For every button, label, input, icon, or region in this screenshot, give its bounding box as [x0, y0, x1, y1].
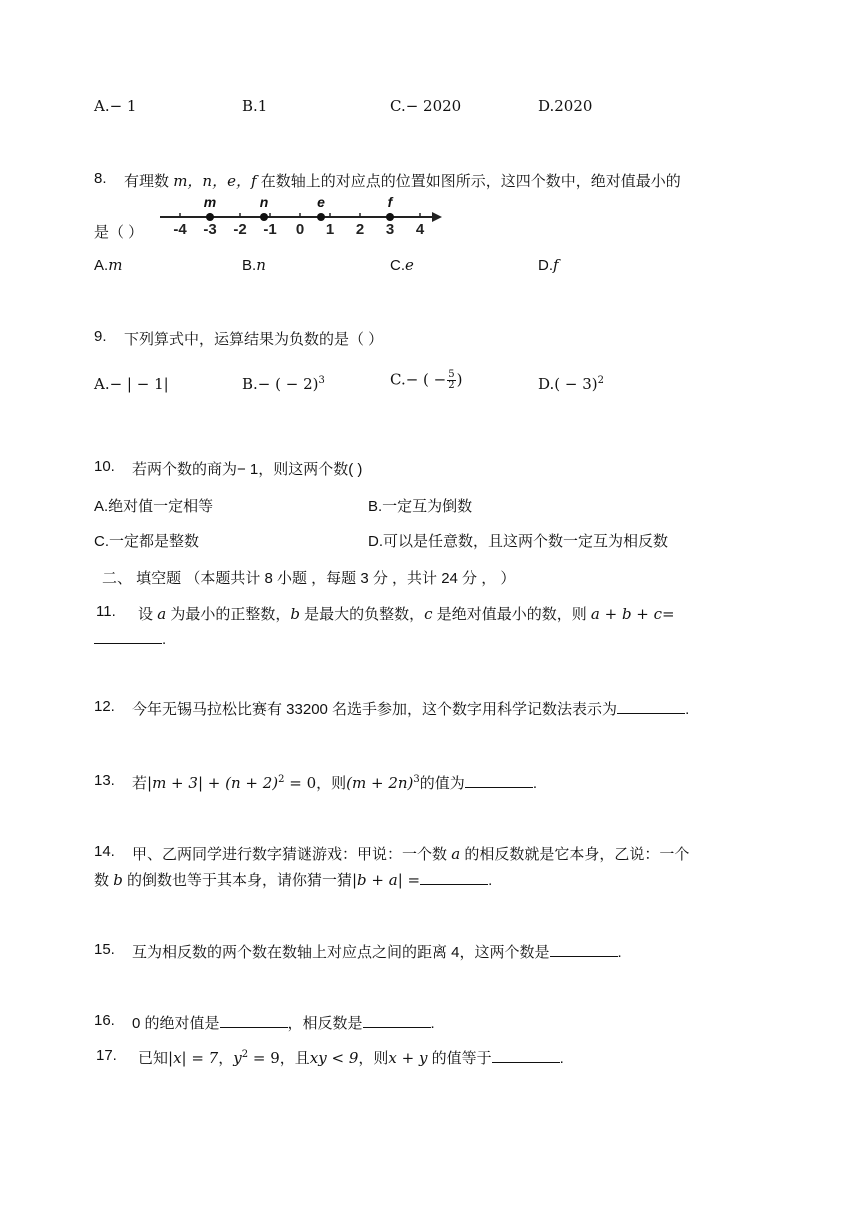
question-number: 9.	[94, 328, 107, 345]
question-text: 若两个数的商为− 1，则这两个数( )	[132, 461, 363, 478]
question-text: 设 a 为最小的正整数，b 是最大的负整数，c 是绝对值最小的数，则 a + b + c=	[138, 605, 675, 623]
answer-blank[interactable]	[220, 1015, 288, 1028]
tick-label: -4	[173, 221, 187, 238]
tick-label: 0	[295, 221, 305, 238]
section-title: 二、 填空题 （本题共计 8 小题 ，每题 3 分 ，共计 24 分 ， ）	[102, 570, 516, 587]
answer-blank[interactable]	[550, 944, 618, 957]
q7-option-b: B.1	[242, 97, 268, 115]
answer-blank[interactable]	[465, 775, 533, 788]
point-label-n: n	[259, 194, 269, 210]
answer-blank[interactable]	[94, 631, 162, 644]
question-number: 17.	[96, 1047, 117, 1064]
question-text: 已知|x| = 7，$y^2 = 9$，且xy < 9，则x + y 的值等于 .	[138, 1049, 564, 1067]
question-text-line2: 数 b 的倒数也等于其本身，请你猜一猜|b + a| = .	[94, 871, 493, 889]
question-number: 13.	[94, 772, 115, 789]
q10-option-a: A.绝对值一定相等	[94, 498, 214, 515]
q7-option-d: D.2020	[538, 97, 593, 115]
question-text: 0 的绝对值是 ，相反数是 .	[132, 1015, 435, 1032]
point-label-f: f	[387, 194, 393, 210]
answer-blank[interactable]	[363, 1015, 431, 1028]
point-m	[206, 213, 214, 221]
question-text: 互为相反数的两个数在数轴上对应点之间的距离 4，这两个数是 .	[132, 944, 622, 961]
answer-blank[interactable]	[492, 1050, 560, 1063]
question-text-line2: 是（ ）	[94, 224, 144, 241]
question-number: 12.	[94, 698, 115, 715]
q10-option-b: B.一定互为倒数	[368, 498, 473, 515]
tick-label: 3	[385, 221, 395, 238]
answer-line: .	[94, 631, 166, 648]
q9-option-d: $D.( - 3)^2$	[538, 375, 604, 393]
number-line-arrow-icon	[432, 212, 442, 222]
q7-option-c: C.− 2020	[390, 97, 462, 115]
q9-option-a: A.− | − 1|	[94, 375, 169, 393]
question-number: 11.	[96, 603, 116, 620]
question-number: 8.	[94, 170, 107, 187]
q8-option-a: A.m	[94, 256, 123, 274]
point-label-m: m	[203, 194, 217, 210]
tick-label: 2	[355, 221, 365, 238]
q10-option-d: D.可以是任意数，且这两个数一定互为相反数	[368, 533, 669, 550]
tick-label: -2	[233, 221, 247, 238]
q8-option-d: D.f	[538, 256, 559, 274]
tick-label: 1	[325, 221, 335, 238]
question-text: 若$|m + 3| + (n + 2)^2 = 0$，则$(m + 2n)^3$的值为 .	[132, 774, 537, 792]
q9-option-b: B.− ( − 2)$^3$	[242, 375, 325, 393]
answer-blank[interactable]	[420, 872, 488, 885]
q9-option-c: C.− ( − $\frac{5}{2}$ )	[390, 369, 463, 391]
question-text: 下列算式中，运算结果为负数的是（ ）	[124, 331, 384, 348]
question-text-line1: 甲、乙两同学进行数字猜谜游戏：甲说：一个数 a 的相反数就是它本身，乙说：一个	[132, 845, 690, 863]
q10-option-c: C.一定都是整数	[94, 533, 200, 550]
number-line-figure	[150, 188, 450, 240]
question-number: 15.	[94, 941, 115, 958]
question-text: 今年无锡马拉松比赛有 33200 名选手参加，这个数字用科学记数法表示为 .	[132, 701, 690, 718]
tick-label: -3	[203, 221, 217, 238]
question-number: 10.	[94, 458, 115, 475]
q8-option-b: B.n	[242, 256, 266, 274]
question-number: 14.	[94, 843, 115, 860]
tick-label: 4	[415, 221, 425, 238]
question-number: 16.	[94, 1012, 115, 1029]
point-label-e: e	[317, 194, 325, 210]
q7-option-a: A.− 1	[94, 97, 137, 115]
point-f	[386, 213, 394, 221]
point-e	[317, 213, 325, 221]
answer-blank[interactable]	[617, 701, 685, 714]
q8-option-c: C.e	[390, 256, 414, 274]
point-n	[260, 213, 268, 221]
question-text: 有理数 m，n，e，f 在数轴上的对应点的位置如图所示，这四个数中，绝对值最小的	[124, 172, 681, 190]
tick-label: -1	[263, 221, 277, 238]
